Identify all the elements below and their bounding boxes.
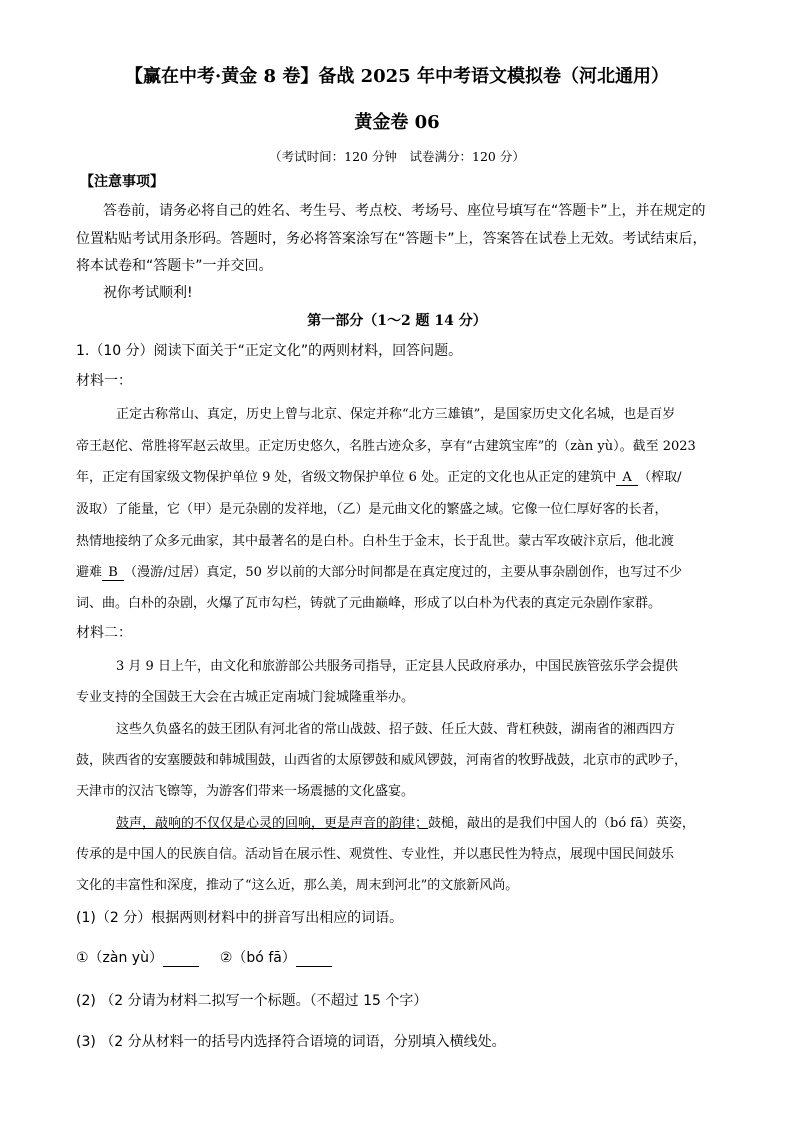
material-label: 材料一： bbox=[76, 373, 132, 389]
sub-question-1-answers bbox=[76, 947, 332, 967]
notice-wish: 祝你考试顺利! bbox=[103, 285, 193, 301]
exam-info: （考试时间：120 分钟 试卷满分：120 分） bbox=[269, 149, 525, 164]
material-line: 专业支持的全国鼓王大会在古城正定南城门瓮城隆重举办。 bbox=[76, 690, 415, 705]
material-line: 汲取）了能量，它（甲）是元杂剧的发祥地，（乙）是元曲文化的繁盛之域。它像一位仁厚好客的长者， bbox=[76, 502, 668, 517]
material-line: 传承的是中国人的民族自信。活动旨在展示性、观赏性、专业性，并以惠民性为特点，展现中国民间鼓乐 bbox=[76, 847, 675, 862]
notice-line: 位置粘贴考试用条形码。答题时，务必将答案涂写在“答题卡”上，答案答在试卷上无效。考试结束后， bbox=[76, 231, 707, 247]
sub-question-2: (2) （2 分请为材料二拟写一个标题。（不超过 15 个字） bbox=[76, 993, 428, 1009]
blank-b: B bbox=[102, 565, 124, 581]
material-line: 正定古称常山、真定，历史上曾与北京、保定并称“北方三雄镇”，是国家历史文化名城，也是百岁 bbox=[116, 407, 676, 422]
material-line: 3 月 9 日上午，由文化和旅游部公共服务司指导，正定县人民政府承办，中国民族管弦乐学会提供 bbox=[116, 659, 678, 674]
exam-title: 【赢在中考·黄金 8 卷】备战 2025 年中考语文模拟卷（河北通用） bbox=[125, 66, 669, 87]
material-line bbox=[76, 561, 682, 581]
material-line bbox=[116, 812, 695, 831]
underlined-sentence: 鼓声，敲响的不仅仅是心灵的回响，更是声音的韵律； bbox=[116, 816, 429, 831]
material-line: 热情地接纳了众多元曲家，其中最著名的是白朴。白朴生于金末，长于乱世。蒙古军攻破汴京后，他北渡 bbox=[76, 534, 675, 549]
material-line: 帝王赵佗、常胜将军赵云故里。正定历史悠久，名胜古迹众多，享有“古建筑宝库”的（zàn yù）。截至 2023 bbox=[76, 439, 696, 454]
notice-heading: 【注意事项】 bbox=[80, 174, 164, 190]
material-text: 避难 bbox=[76, 565, 103, 580]
answer-blank[interactable] bbox=[296, 952, 332, 967]
material-line: 鼓，陕西省的安塞腰鼓和韩城围鼓，山西省的太原锣鼓和威风锣鼓，河南省的牧野战鼓，北京市的武吵子， bbox=[76, 753, 688, 768]
material-line: 文化的丰富性和深度，推动了“这么近，那么美，周末到河北”的文旅新风尚。 bbox=[76, 878, 519, 893]
material-label: 材料二： bbox=[76, 625, 132, 641]
material-line: 这些久负盛名的鼓王团队有河北省的常山战鼓、招子鼓、任丘大鼓、背杠秧鼓，湖南省的湘西四方 bbox=[116, 722, 676, 737]
exam-subtitle: 黄金卷 06 bbox=[354, 112, 440, 133]
part-heading: 第一部分（1～2 题 14 分） bbox=[307, 313, 487, 329]
material-line bbox=[76, 466, 681, 486]
material-line: 词、曲。白朴的杂剧，火爆了瓦市勾栏，铸就了元曲巅峰，形成了以白朴为代表的真定元杂剧作家群。 bbox=[76, 596, 662, 611]
sub-question-1: (1)（2 分）根据两则材料中的拼音写出相应的词语。 bbox=[76, 910, 404, 926]
material-text: 年，正定有国家级文物保护单位 9 处，省级文物保护单位 6 处。正定的文化也从正定的建筑中 bbox=[76, 470, 617, 485]
material-text: 鼓槌，敲出的是我们中国人的（bó fā）英姿， bbox=[428, 816, 695, 831]
question-stem: 1.（10 分）阅读下面关于“正定文化”的两则材料，回答问题。 bbox=[76, 343, 463, 359]
pinyin-prompt: ②（bó fā） bbox=[219, 950, 296, 966]
pinyin-prompt: ①（zàn yù） bbox=[76, 950, 163, 966]
material-line: 天津市的汉沽飞镲等，为游客们带来一场震撼的文化盛宴。 bbox=[76, 784, 415, 799]
blank-a: A bbox=[616, 470, 638, 486]
material-text: （榨取/ bbox=[638, 470, 682, 485]
answer-blank[interactable] bbox=[163, 952, 199, 967]
sub-question-3: (3) （2 分从材料一的括号内选择符合语境的词语，分别填入横线处。 bbox=[76, 1034, 506, 1050]
notice-line: 将本试卷和“答题卡”一并交回。 bbox=[76, 258, 273, 274]
material-text: （漫游/过居）真定，50 岁以前的大部分时间都是在真定度过的，主要从事杂剧创作，也写过不少 bbox=[124, 565, 683, 580]
notice-line: 答卷前，请务必将自己的姓名、考生号、考点校、考场号、座位号填写在“答题卡”上，并在规定的 bbox=[103, 203, 706, 219]
